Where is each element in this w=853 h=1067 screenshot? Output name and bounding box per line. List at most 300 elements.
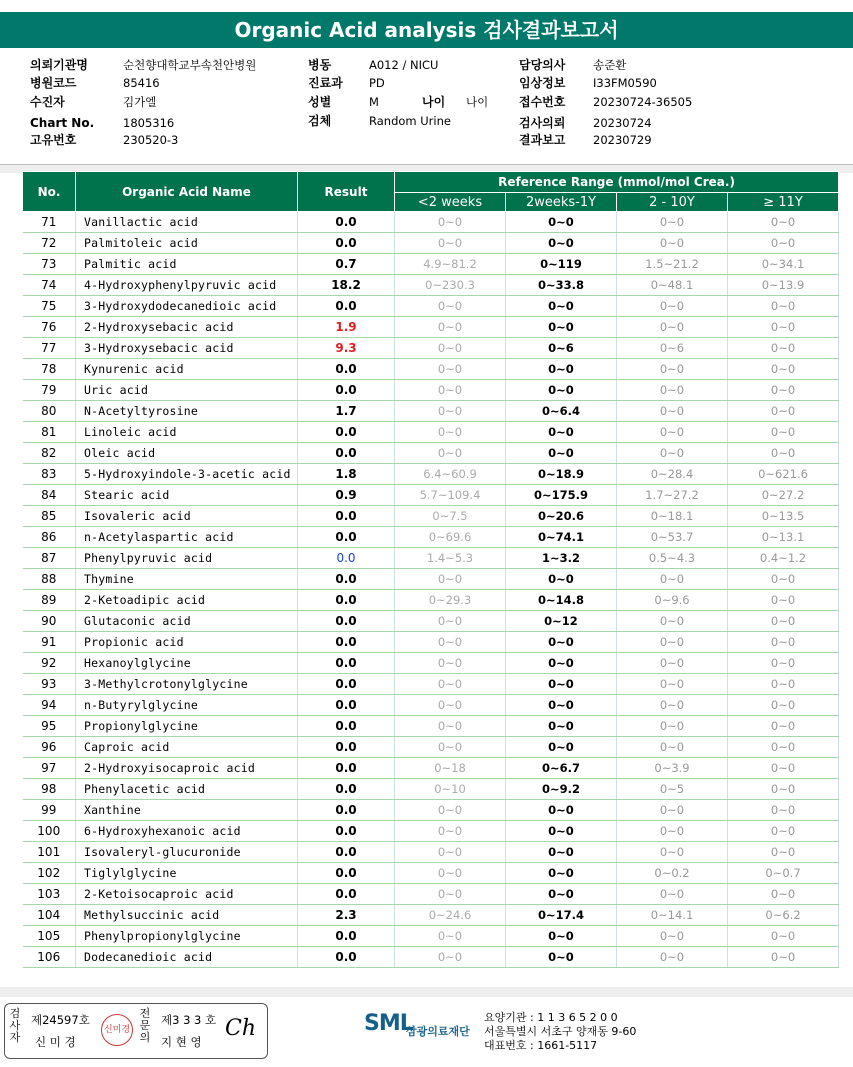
acid-name: Phenylpropionylglycine (76, 926, 298, 947)
range-2w1y: 0~0 (506, 359, 617, 380)
result-value: 1.7 (298, 401, 395, 422)
table-row (23, 464, 839, 485)
table-row (23, 422, 839, 443)
acid-name: 4-Hydroxyphenylpyruvic acid (76, 275, 298, 296)
range-lt2w: 0~0 (395, 296, 506, 317)
info-label: 담당의사 (519, 58, 566, 72)
range-lt2w: 0~0 (395, 632, 506, 653)
range-ge11y: 0~0 (728, 695, 839, 716)
acid-name: Phenylacetic acid (76, 779, 298, 800)
table-row (23, 212, 839, 233)
range-ge11y: 0~0 (728, 359, 839, 380)
info-value: M (369, 95, 379, 109)
acid-name: 3-Hydroxysebacic acid (76, 338, 298, 359)
table-row (23, 443, 839, 464)
range-ge11y: 0~0 (728, 422, 839, 443)
row-number: 74 (23, 275, 76, 296)
table-row (23, 800, 839, 821)
acid-name: Xanthine (76, 800, 298, 821)
range-ge11y: 0~0 (728, 779, 839, 800)
range-ge11y: 0~6.2 (728, 905, 839, 926)
range-ge11y: 0~13.9 (728, 275, 839, 296)
logo-org: 삼광의료재단 (406, 1025, 470, 1038)
patient-info (0, 48, 853, 165)
header-name: Organic Acid Name (76, 172, 298, 212)
range-lt2w: 0~0 (395, 842, 506, 863)
table-row (23, 275, 839, 296)
acid-name: 5-Hydroxyindole-3-acetic acid (76, 464, 298, 485)
info-label: 검사의뢰 (519, 116, 566, 130)
result-value: 0.0 (298, 863, 395, 884)
table-row (23, 380, 839, 401)
row-number: 101 (23, 842, 76, 863)
range-ge11y: 0~0 (728, 611, 839, 632)
table-row (23, 653, 839, 674)
result-value: 0.0 (298, 737, 395, 758)
range-2to10y: 1.7~27.2 (617, 485, 728, 506)
range-ge11y: 0~0 (728, 947, 839, 968)
info-value: 순천향대학교부속천안병원 (123, 58, 257, 72)
result-value: 2.3 (298, 905, 395, 926)
sml-logo (364, 1011, 470, 1038)
range-2w1y: 0~0 (506, 296, 617, 317)
result-value: 18.2 (298, 275, 395, 296)
address-line: 서울특별시 서초구 양재동 9-60 (484, 1025, 637, 1038)
info-label: 접수번호 (519, 95, 566, 109)
info-label: 성별 (308, 95, 332, 109)
result-value: 0.0 (298, 758, 395, 779)
range-lt2w: 0~24.6 (395, 905, 506, 926)
acid-name: Oleic acid (76, 443, 298, 464)
acid-name: Kynurenic acid (76, 359, 298, 380)
acid-name: 3-Methylcrotonylglycine (76, 674, 298, 695)
range-2to10y: 0~0 (617, 737, 728, 758)
header-range-2w1y: 2weeks-1Y (506, 193, 617, 212)
result-value: 0.0 (298, 947, 395, 968)
range-2to10y: 0~18.1 (617, 506, 728, 527)
seal-stamp: 신미경 (101, 1014, 133, 1046)
range-2w1y: 0~12 (506, 611, 617, 632)
range-2w1y: 0~0 (506, 212, 617, 233)
range-ge11y: 0~0 (728, 821, 839, 842)
acid-name: n-Butyrylglycine (76, 695, 298, 716)
row-number: 87 (23, 548, 76, 569)
table-row (23, 296, 839, 317)
table-row (23, 254, 839, 275)
row-number: 86 (23, 527, 76, 548)
range-lt2w: 0~0 (395, 380, 506, 401)
acid-name: Stearic acid (76, 485, 298, 506)
result-value: 0.0 (298, 548, 395, 569)
table-row (23, 737, 839, 758)
range-ge11y: 0~0 (728, 380, 839, 401)
table-row (23, 506, 839, 527)
range-ge11y: 0~13.1 (728, 527, 839, 548)
signer-license: 제24597호 (31, 1013, 90, 1027)
range-2to10y: 0~0 (617, 800, 728, 821)
result-value: 0.7 (298, 254, 395, 275)
result-value: 0.0 (298, 716, 395, 737)
range-ge11y: 0~621.6 (728, 464, 839, 485)
info-value: 나이 (466, 95, 489, 109)
info-value: 20230724 (593, 116, 652, 130)
range-2to10y: 0~0 (617, 653, 728, 674)
table-row (23, 842, 839, 863)
info-label: 병원코드 (30, 76, 77, 90)
info-label: 진료과 (308, 76, 343, 90)
result-value: 0.0 (298, 527, 395, 548)
range-2to10y: 1.5~21.2 (617, 254, 728, 275)
row-number: 78 (23, 359, 76, 380)
row-number: 92 (23, 653, 76, 674)
physician-license: 제3 3 3 호 (161, 1013, 217, 1027)
range-2to10y: 0~0 (617, 422, 728, 443)
row-number: 96 (23, 737, 76, 758)
info-label: 검체 (308, 114, 332, 128)
acid-name: Linoleic acid (76, 422, 298, 443)
result-value: 0.0 (298, 569, 395, 590)
result-value: 0.0 (298, 674, 395, 695)
range-2w1y: 0~0 (506, 926, 617, 947)
physician-name: 지 현 영 (161, 1035, 202, 1049)
acid-name: Uric acid (76, 380, 298, 401)
range-2w1y: 0~0 (506, 422, 617, 443)
range-2w1y: 0~0 (506, 737, 617, 758)
range-2to10y: 0~0 (617, 632, 728, 653)
header-result: Result (298, 172, 395, 212)
range-2to10y: 0~0 (617, 821, 728, 842)
address-block (484, 1011, 636, 1053)
table-row (23, 611, 839, 632)
range-ge11y: 0~0 (728, 401, 839, 422)
range-ge11y: 0.4~1.2 (728, 548, 839, 569)
acid-name: Hexanoylglycine (76, 653, 298, 674)
header-range-lt2w: <2 weeks (395, 193, 506, 212)
row-number: 82 (23, 443, 76, 464)
row-number: 81 (23, 422, 76, 443)
range-2w1y: 0~0 (506, 863, 617, 884)
range-lt2w: 0~0 (395, 737, 506, 758)
range-lt2w: 0~7.5 (395, 506, 506, 527)
result-value: 0.0 (298, 422, 395, 443)
acid-name: Thymine (76, 569, 298, 590)
acid-name: Vanillactic acid (76, 212, 298, 233)
range-2w1y: 0~6 (506, 338, 617, 359)
table-row (23, 569, 839, 590)
physician-label: 전문의 (139, 1007, 151, 1044)
report-title: Organic Acid analysis 검사결과보고서 (0, 12, 853, 48)
info-value: 20230724-36505 (593, 95, 693, 109)
info-value: Random Urine (369, 114, 451, 128)
row-number: 90 (23, 611, 76, 632)
acid-name: Methylsuccinic acid (76, 905, 298, 926)
info-label: 수진자 (30, 95, 65, 109)
info-value: I33FM0590 (593, 76, 657, 90)
range-lt2w: 0~0 (395, 926, 506, 947)
table-row (23, 233, 839, 254)
range-2to10y: 0~0 (617, 317, 728, 338)
result-value: 0.0 (298, 695, 395, 716)
table-row (23, 632, 839, 653)
acid-name: Glutaconic acid (76, 611, 298, 632)
table-row (23, 485, 839, 506)
range-2w1y: 0~0 (506, 233, 617, 254)
row-number: 95 (23, 716, 76, 737)
range-2to10y: 0~14.1 (617, 905, 728, 926)
info-value: A012 / NICU (369, 58, 439, 72)
result-value: 0.0 (298, 611, 395, 632)
range-2to10y: 0~0 (617, 380, 728, 401)
range-ge11y: 0~0 (728, 800, 839, 821)
range-2to10y: 0~0 (617, 842, 728, 863)
info-value: 20230729 (593, 133, 652, 147)
info-value: 송준환 (593, 58, 627, 72)
range-2w1y: 0~175.9 (506, 485, 617, 506)
range-lt2w: 0~0 (395, 863, 506, 884)
table-row (23, 716, 839, 737)
range-lt2w: 5.7~109.4 (395, 485, 506, 506)
range-2w1y: 0~6.4 (506, 401, 617, 422)
range-2w1y: 0~0 (506, 842, 617, 863)
range-2w1y: 0~0 (506, 716, 617, 737)
result-value: 9.3 (298, 338, 395, 359)
range-2to10y: 0~0 (617, 401, 728, 422)
range-2w1y: 0~17.4 (506, 905, 617, 926)
range-ge11y: 0~0 (728, 737, 839, 758)
table-row (23, 926, 839, 947)
info-label: 의뢰기관명 (30, 58, 88, 72)
range-lt2w: 0~230.3 (395, 275, 506, 296)
result-value: 0.0 (298, 380, 395, 401)
acid-name: 2-Hydroxyisocaproic acid (76, 758, 298, 779)
range-ge11y: 0~0 (728, 842, 839, 863)
row-number: 93 (23, 674, 76, 695)
range-lt2w: 0~0 (395, 653, 506, 674)
range-2to10y: 0~28.4 (617, 464, 728, 485)
range-lt2w: 0~0 (395, 821, 506, 842)
range-lt2w: 0~0 (395, 884, 506, 905)
result-value: 0.0 (298, 233, 395, 254)
row-number: 103 (23, 884, 76, 905)
row-number: 105 (23, 926, 76, 947)
range-ge11y: 0~0 (728, 233, 839, 254)
acid-name: Propionylglycine (76, 716, 298, 737)
range-lt2w: 0~0 (395, 695, 506, 716)
range-2to10y: 0~0 (617, 947, 728, 968)
info-label: Chart No. (30, 116, 95, 130)
range-2to10y: 0~0 (617, 716, 728, 737)
range-2to10y: 0~0 (617, 443, 728, 464)
result-value: 0.0 (298, 800, 395, 821)
result-value: 0.0 (298, 884, 395, 905)
footer (0, 997, 853, 1067)
signer-name: 신 미 경 (35, 1035, 76, 1049)
acid-name: Palmitoleic acid (76, 233, 298, 254)
acid-name: Isovaleryl-glucuronide (76, 842, 298, 863)
range-2to10y: 0~9.6 (617, 590, 728, 611)
result-value: 0.0 (298, 212, 395, 233)
row-number: 73 (23, 254, 76, 275)
row-number: 79 (23, 380, 76, 401)
info-label: 나이 (422, 95, 446, 109)
table-row (23, 947, 839, 968)
range-2to10y: 0~0 (617, 569, 728, 590)
range-2to10y: 0~0 (617, 611, 728, 632)
range-2w1y: 0~6.7 (506, 758, 617, 779)
row-number: 72 (23, 233, 76, 254)
range-lt2w: 0~0 (395, 611, 506, 632)
row-number: 98 (23, 779, 76, 800)
result-value: 0.0 (298, 842, 395, 863)
range-ge11y: 0~0 (728, 443, 839, 464)
range-lt2w: 0~0 (395, 674, 506, 695)
range-2to10y: 0.5~4.3 (617, 548, 728, 569)
range-ge11y: 0~34.1 (728, 254, 839, 275)
range-2to10y: 0~0 (617, 233, 728, 254)
table-row (23, 590, 839, 611)
acid-name: Palmitic acid (76, 254, 298, 275)
range-2w1y: 0~18.9 (506, 464, 617, 485)
table-row (23, 338, 839, 359)
range-2w1y: 0~0 (506, 821, 617, 842)
range-lt2w: 0~18 (395, 758, 506, 779)
result-value: 0.0 (298, 821, 395, 842)
info-value: 85416 (123, 76, 160, 90)
range-2w1y: 0~119 (506, 254, 617, 275)
result-value: 0.0 (298, 632, 395, 653)
table-row (23, 359, 839, 380)
range-2w1y: 0~0 (506, 884, 617, 905)
info-label: 결과보고 (519, 133, 566, 147)
result-value: 0.0 (298, 359, 395, 380)
info-value: 1805316 (123, 116, 175, 130)
row-number: 76 (23, 317, 76, 338)
row-number: 71 (23, 212, 76, 233)
row-number: 97 (23, 758, 76, 779)
range-2w1y: 0~0 (506, 674, 617, 695)
range-ge11y: 0~0 (728, 926, 839, 947)
table-row (23, 527, 839, 548)
range-2to10y: 0~0 (617, 695, 728, 716)
info-value: 김가엘 (123, 95, 157, 109)
table-row (23, 758, 839, 779)
range-2to10y: 0~48.1 (617, 275, 728, 296)
physician-signature: Ch (225, 1016, 257, 1041)
range-lt2w: 0~0 (395, 401, 506, 422)
acid-name: Isovaleric acid (76, 506, 298, 527)
acid-name: Tiglylglycine (76, 863, 298, 884)
table-row (23, 695, 839, 716)
result-value: 1.9 (298, 317, 395, 338)
row-number: 88 (23, 569, 76, 590)
range-ge11y: 0~0 (728, 212, 839, 233)
table-row (23, 821, 839, 842)
row-number: 94 (23, 695, 76, 716)
logo-mark: SML (364, 1011, 413, 1036)
info-label: 고유번호 (30, 133, 77, 147)
range-lt2w: 0~0 (395, 716, 506, 737)
range-lt2w: 0~29.3 (395, 590, 506, 611)
range-lt2w: 0~0 (395, 233, 506, 254)
range-ge11y: 0~0 (728, 317, 839, 338)
acid-name: N-Acetyltyrosine (76, 401, 298, 422)
table-row (23, 401, 839, 422)
row-number: 85 (23, 506, 76, 527)
header-no: No. (23, 172, 76, 212)
results-table (22, 171, 839, 968)
table-row (23, 884, 839, 905)
signature-box (4, 1003, 268, 1059)
header-reference-range: Reference Range (mmol/mol Crea.) (395, 172, 839, 193)
acid-name: 2-Ketoadipic acid (76, 590, 298, 611)
range-2w1y: 0~0 (506, 653, 617, 674)
row-number: 83 (23, 464, 76, 485)
header-range-2to10y: 2 - 10Y (617, 193, 728, 212)
range-2to10y: 0~0.2 (617, 863, 728, 884)
info-value: PD (369, 76, 385, 90)
info-label: 임상정보 (519, 76, 566, 90)
range-ge11y: 0~0 (728, 716, 839, 737)
range-2w1y: 0~33.8 (506, 275, 617, 296)
range-2w1y: 0~0 (506, 632, 617, 653)
acid-name: Dodecanedioic acid (76, 947, 298, 968)
range-lt2w: 0~10 (395, 779, 506, 800)
acid-name: n-Acetylaspartic acid (76, 527, 298, 548)
range-lt2w: 0~0 (395, 569, 506, 590)
address-line: 요양기관 : 1 1 3 6 5 2 0 0 (484, 1011, 618, 1024)
range-ge11y: 0~0 (728, 296, 839, 317)
address-line: 대표번호 : 1661-5117 (484, 1039, 598, 1052)
footer-divider (0, 987, 853, 997)
range-2to10y: 0~0 (617, 296, 728, 317)
range-2w1y: 0~0 (506, 380, 617, 401)
range-2to10y: 0~0 (617, 926, 728, 947)
row-number: 91 (23, 632, 76, 653)
acid-name: 6-Hydroxyhexanoic acid (76, 821, 298, 842)
range-2to10y: 0~0 (617, 212, 728, 233)
range-2to10y: 0~0 (617, 359, 728, 380)
result-value: 0.0 (298, 653, 395, 674)
range-lt2w: 0~0 (395, 338, 506, 359)
acid-name: 2-Hydroxysebacic acid (76, 317, 298, 338)
table-row (23, 548, 839, 569)
info-label: 병동 (308, 58, 332, 72)
range-2to10y: 0~0 (617, 674, 728, 695)
range-2to10y: 0~6 (617, 338, 728, 359)
signer-label: 검사자 (9, 1007, 21, 1044)
range-lt2w: 0~0 (395, 359, 506, 380)
table-row (23, 317, 839, 338)
range-2w1y: 0~20.6 (506, 506, 617, 527)
acid-name: 3-Hydroxydodecanedioic acid (76, 296, 298, 317)
range-ge11y: 0~0 (728, 569, 839, 590)
range-2w1y: 0~0 (506, 443, 617, 464)
row-number: 99 (23, 800, 76, 821)
info-value: 230520-3 (123, 133, 179, 147)
range-ge11y: 0~0 (728, 632, 839, 653)
result-value: 0.0 (298, 926, 395, 947)
table-row (23, 674, 839, 695)
row-number: 84 (23, 485, 76, 506)
table-row (23, 905, 839, 926)
acid-name: Phenylpyruvic acid (76, 548, 298, 569)
acid-name: Caproic acid (76, 737, 298, 758)
result-value: 0.9 (298, 485, 395, 506)
range-lt2w: 0~0 (395, 212, 506, 233)
range-lt2w: 1.4~5.3 (395, 548, 506, 569)
result-value: 0.0 (298, 443, 395, 464)
row-number: 104 (23, 905, 76, 926)
